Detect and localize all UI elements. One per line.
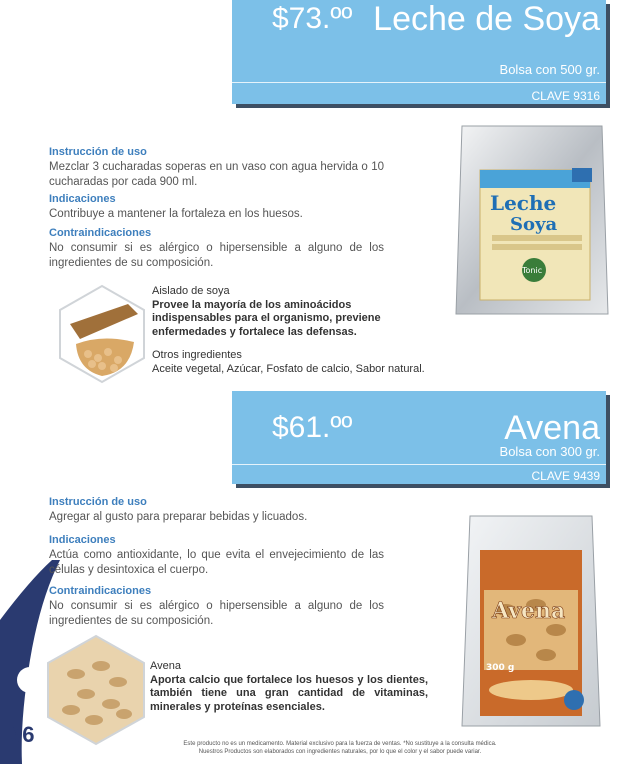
product-package: Bolsa con 300 gr.	[499, 444, 600, 459]
ingredient-name: Aislado de soya	[152, 285, 230, 297]
other-ingredients-heading: Otros ingredientes	[152, 349, 242, 361]
product-clave: CLAVE 9439	[531, 469, 600, 483]
instructions-section	[49, 145, 384, 271]
product-price: $73.ºº	[272, 2, 353, 35]
other-ingredients-text: Aceite vegetal, Azúcar, Fosfato de calcio, Sabor natural.	[152, 362, 425, 375]
bag-label-leche: Leche	[490, 191, 557, 215]
oats-image	[46, 634, 146, 746]
bag-brand: Tonic	[522, 266, 543, 275]
instructions-section	[49, 495, 384, 629]
product-package: Bolsa con 500 gr.	[499, 62, 600, 77]
instructions-text: Agregar al gusto para preparar bebidas y licuados.	[49, 511, 308, 523]
product-clave: CLAVE 9316	[531, 89, 600, 103]
bag-label-avena: Avena	[492, 598, 566, 624]
footer-line-1: Este producto no es un medicamento. Material exclusivo para la fuerza de ventas. *No sustituye a la consulta médica.	[183, 741, 497, 747]
indications-text: Actúa como antioxidante, lo que evita el envejecimiento de las células y desintoxica el cuerpo.	[49, 549, 384, 576]
instructions-text: Mezclar 3 cucharadas soperas en un vaso con agua hervida o 10 cucharadas por cada 900 ml.	[49, 161, 384, 188]
contraindications-text: No consumir si es alérgico o hipersensible a alguno de los ingredientes de su composición.	[49, 600, 384, 627]
contraindications-heading: Contraindicaciones	[49, 227, 152, 239]
bag-weight: 300 g	[486, 663, 515, 673]
page-number: 66	[10, 722, 35, 747]
contraindications-text: No consumir si es alérgico o hipersensible a alguno de los ingredientes de su composición.	[49, 242, 384, 269]
instructions-heading: Instrucción de uso	[49, 146, 147, 158]
soy-beans-image	[58, 284, 146, 384]
banner-divider	[232, 82, 606, 83]
product-name: Avena	[504, 409, 600, 447]
instructions-heading: Instrucción de uso	[49, 496, 147, 508]
ingredient-name: Avena	[150, 660, 181, 672]
ingredient-description: Provee la mayoría de los aminoácidos indispensables para el organismo, previene enfermedades y fortalece las defensas.	[152, 298, 381, 338]
ingredient-section	[152, 285, 432, 376]
product-banner-avena	[232, 391, 606, 484]
ingredient-section	[150, 660, 428, 714]
product-name: Leche de Soya	[373, 0, 600, 38]
contraindications-heading: Contraindicaciones	[49, 585, 152, 597]
indications-text: Contribuye a mantener la fortaleza en los huesos.	[49, 208, 303, 220]
avena-bag-image	[456, 510, 606, 732]
banner-divider	[232, 464, 606, 465]
ingredient-description: Aporta calcio que fortalece los huesos y los dientes, también tiene una gran cantidad de vitaminas, minerales y proteínas esenciales.	[150, 673, 428, 713]
indications-heading: Indicaciones	[49, 534, 116, 546]
leche-soya-bag-image	[452, 120, 612, 320]
footer-line-2: Nuestros Productos son elaborados con ingredientes naturales, por lo que el color y el sabor puede variar.	[198, 749, 482, 755]
product-price: $61.ºº	[272, 411, 353, 444]
indications-heading: Indicaciones	[49, 193, 116, 205]
product-banner-leche-soya	[232, 0, 606, 104]
footer-disclaimer	[140, 740, 540, 756]
bag-label-soya: Soya	[510, 214, 558, 235]
